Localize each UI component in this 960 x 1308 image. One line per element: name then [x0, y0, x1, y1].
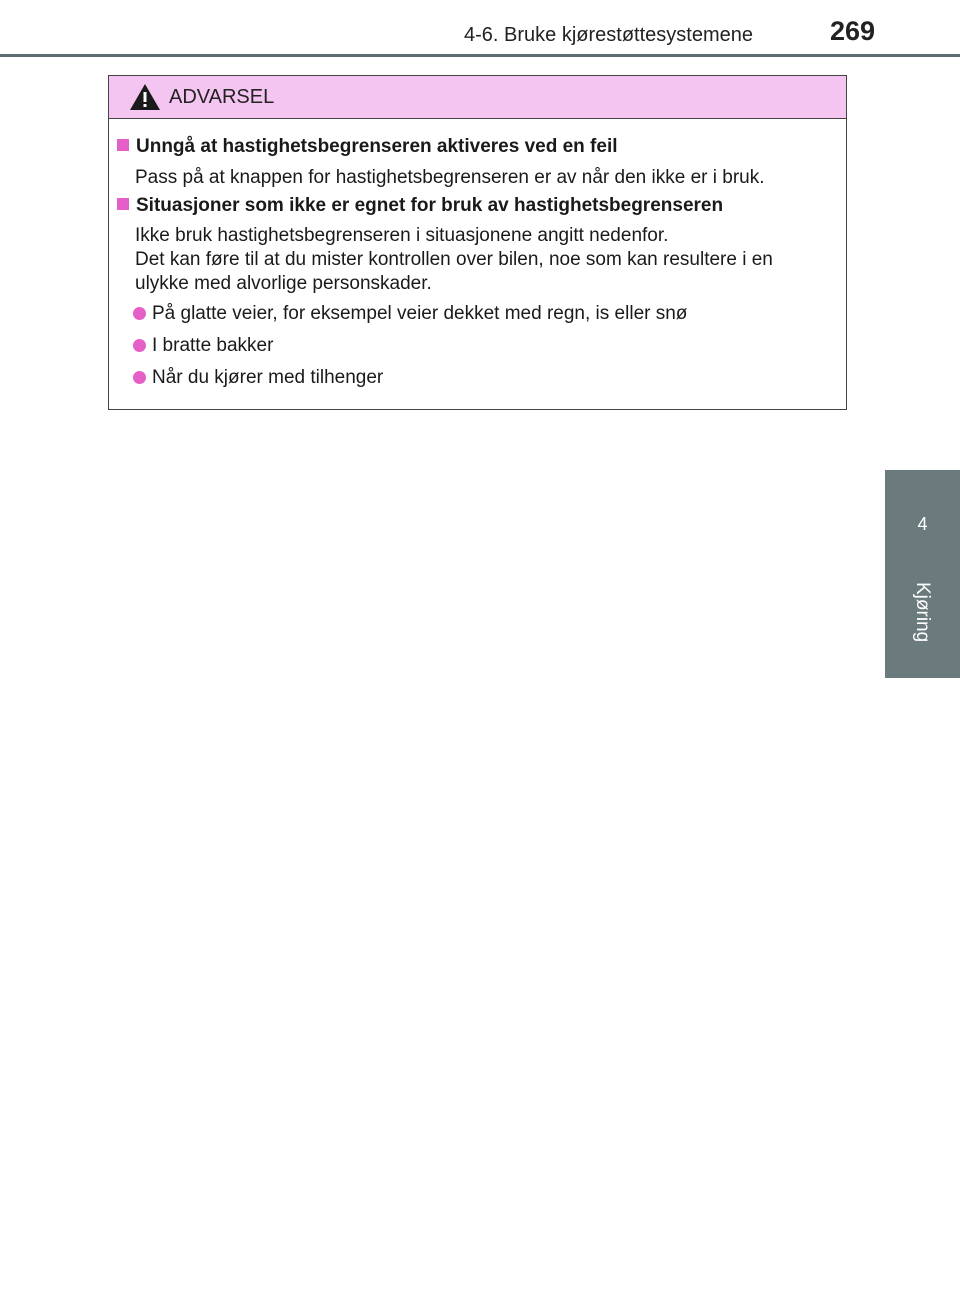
- paragraph: Det kan føre til at du mister kontrollen over bilen, noe som kan resultere i en: [135, 249, 773, 270]
- section-heading: [117, 136, 618, 158]
- header-divider: [0, 54, 960, 57]
- list-item: [133, 335, 273, 357]
- paragraph: Pass på at knappen for hastighetsbegrenseren er av når den ikke er i bruk.: [135, 167, 765, 188]
- page-number: 269: [830, 16, 876, 46]
- warning-box: [108, 75, 847, 410]
- square-bullet-icon: [117, 139, 129, 151]
- section-heading-text: Unngå at hastighetsbegrenseren aktiveres ved en feil: [136, 136, 618, 157]
- round-bullet-icon: [133, 339, 146, 352]
- paragraph: ulykke med alvorlige personskader.: [135, 273, 432, 294]
- warning-triangle-icon: [129, 83, 161, 111]
- list-item: [133, 303, 687, 325]
- round-bullet-icon: [133, 371, 146, 384]
- list-item: [133, 367, 383, 389]
- section-title: 4-6. Bruke kjørestøttesystemene: [464, 24, 753, 46]
- list-item-text: På glatte veier, for eksempel veier dekket med regn, is eller snø: [152, 303, 688, 324]
- section-heading-text: Situasjoner som ikke er egnet for bruk av hastighetsbegrenseren: [136, 195, 724, 216]
- list-item-text: Når du kjører med tilhenger: [152, 367, 384, 388]
- warning-label: ADVARSEL: [169, 86, 275, 108]
- section-heading: [117, 195, 723, 217]
- chapter-number: 4: [917, 514, 928, 534]
- round-bullet-icon: [133, 307, 146, 320]
- square-bullet-icon: [117, 198, 129, 210]
- warning-header: [109, 76, 846, 119]
- chapter-side-tab: [885, 470, 960, 678]
- paragraph: Ikke bruk hastighetsbegrenseren i situasjonene angitt nedenfor.: [135, 225, 669, 246]
- list-item-text: I bratte bakker: [152, 335, 274, 356]
- chapter-label: Kjøring: [912, 582, 933, 643]
